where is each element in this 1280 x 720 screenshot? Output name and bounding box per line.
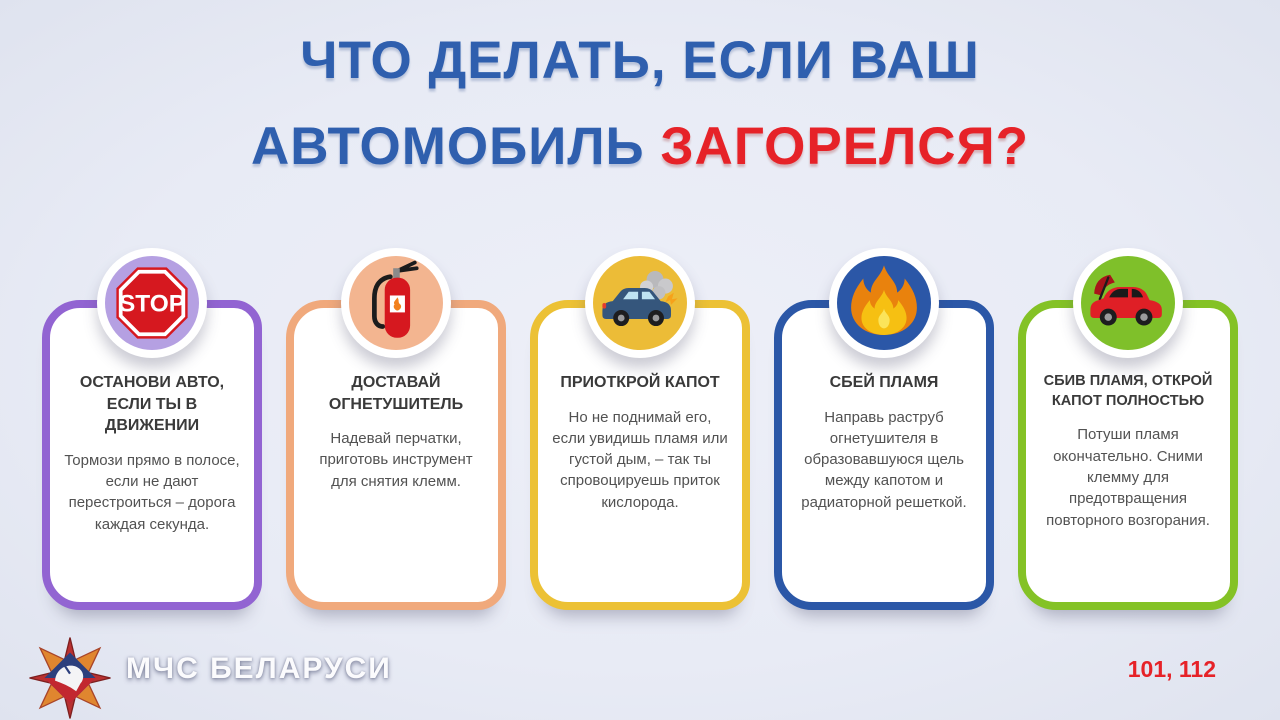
card-body: Надевай перчатки, приготовь инструмент для снятия клемм. [319, 430, 473, 490]
smoking-car-icon [585, 248, 695, 358]
card-title: ОСТАНОВИ АВТО, ЕСЛИ ТЫ В ДВИЖЕНИИ [79, 374, 225, 435]
card-body: Направь раструб огнетушителя в образовавшуюся щель между капотом и радиаторной решеткой. [801, 408, 967, 511]
svg-text:STOP: STOP [118, 290, 186, 318]
emergency-phones: 101, 112 [1127, 656, 1216, 682]
fire-extinguisher-icon [341, 248, 451, 358]
poster-title [0, 18, 1280, 190]
step-card-knock-down-flame [774, 300, 994, 610]
step-card-open-hood [530, 300, 750, 610]
step-card-stop [42, 290, 262, 610]
burning-car-icon [1073, 248, 1183, 358]
card-body: Тормози прямо в полосе, если не дают перестроиться – дорога каждая секунда. [64, 451, 240, 533]
title-line2-blue: АВТОМОБИЛЬ [250, 116, 661, 176]
title-line1: ЧТО ДЕЛАТЬ, ЕСЛИ ВАШ [300, 31, 980, 90]
org-name: МЧС БЕЛАРУСИ [126, 652, 392, 685]
steps-row [42, 290, 1238, 610]
title-line2-red: ЗАГОРЕЛСЯ? [660, 116, 1030, 176]
card-body: Потуши пламя окончательно. Сними клемму для предотвращения повторного возгорания. [1046, 426, 1210, 529]
card-title: ПРИОТКРОЙ КАПОТ [560, 374, 720, 391]
flames-icon [829, 248, 939, 358]
card-title: ДОСТАВАЙ ОГНЕТУШИТЕЛЬ [328, 374, 464, 413]
step-card-open-hood-fully [1018, 300, 1238, 610]
mchs-star-logo-icon [26, 634, 114, 718]
step-card-extinguisher [286, 300, 506, 610]
card-title: СБИВ ПЛАМЯ, ОТКРОЙ КАПОТ ПОЛНОСТЬЮ [1043, 373, 1213, 409]
card-title: СБЕЙ ПЛАМЯ [829, 374, 939, 391]
stop-sign-icon [97, 248, 207, 358]
card-body: Но не поднимай его, если увидишь пламя или густой дым, – так ты спровоцируешь приток кислорода. [552, 408, 728, 511]
